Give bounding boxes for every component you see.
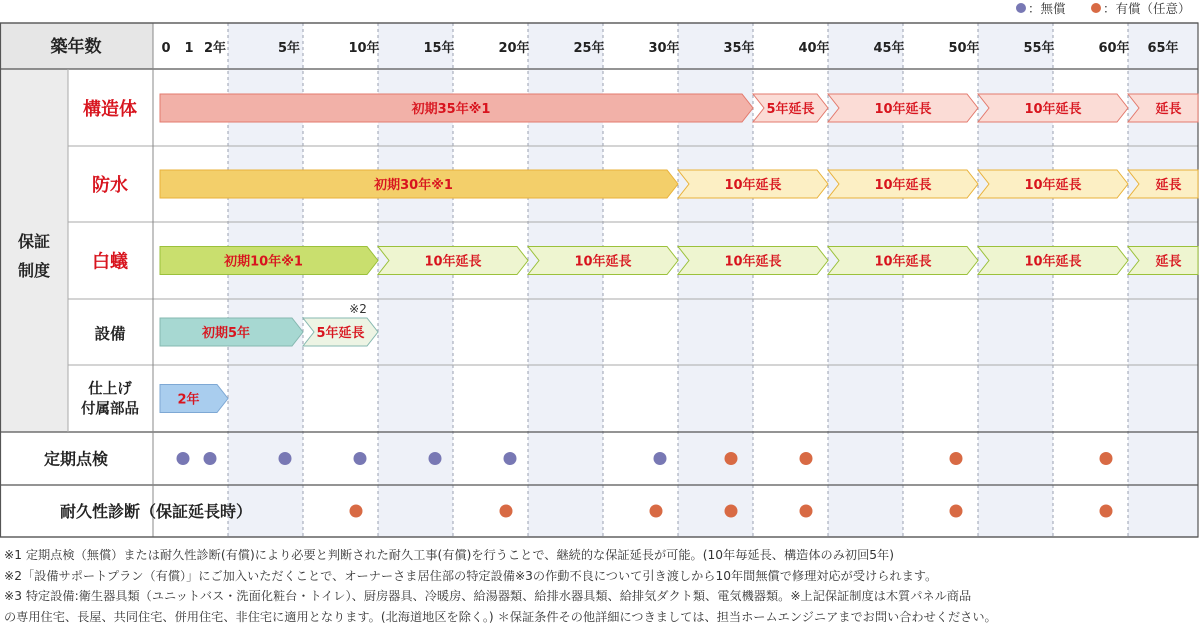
year-tick-label: 15年 [423,41,455,56]
segment-label: 初期5年 [201,326,251,341]
equipment-note-mark: ※2 [349,302,367,316]
paid-diagnosis-dot [350,505,363,518]
paid-diagnosis-dot [650,505,663,518]
year-tick-label: 2年 [203,41,227,56]
year-tick-label: 55年 [1023,41,1055,56]
year-tick-label: 20年 [498,41,530,56]
year-tick-label: 5年 [277,41,301,56]
year-tick-label: 45年 [873,41,905,56]
paid-diagnosis-dot [500,505,513,518]
year-tick-label: 30年 [648,41,680,56]
segment-label: 10年延長 [874,102,932,117]
header-label: 築年数 [50,37,102,57]
paid-inspection-dot [800,452,813,465]
legend-free-label: ：無償 [1028,1,1066,16]
free-inspection-dot [279,452,292,465]
year-tick-label: 50年 [948,41,980,56]
paid-dot-icon [1091,3,1101,13]
paid-inspection-dot [725,452,738,465]
paid-inspection-dot [1100,452,1113,465]
segment-label: 5年延長 [766,102,815,117]
year-tick-label: 65年 [1147,41,1179,56]
footnotes [4,545,1198,627]
free-inspection-dot [204,452,217,465]
year-tick-label: 25年 [573,41,605,56]
segment-label: 10年延長 [874,178,932,193]
segment-label: 10年延長 [1024,254,1082,270]
segment-label: 10年延長 [424,254,482,270]
paid-diagnosis-dot [725,505,738,518]
row-label-line2: 付属部品 [81,401,139,418]
year-tick-label: 35年 [723,41,755,56]
row-label-line1: 仕上げ [88,381,132,398]
row-label: 白蟻 [92,251,128,273]
inspection-label: 定期点検 [43,449,109,469]
paid-diagnosis-dot [800,505,813,518]
section-label-line2: 制度 [17,261,51,280]
segment-label: 10年延長 [724,254,782,270]
paid-diagnosis-dot [950,505,963,518]
row-label: 構造体 [83,99,137,120]
free-dot-icon [1016,3,1026,13]
segment-label: 延長 [1155,178,1182,193]
footnote-2: ※2「設備サポートプラン（有償）」にご加入いただくことで、オーナーさま居住部の特定設備※3の作動不良について引き渡しから10年間無償で修理対応が受けられます。 [4,568,938,583]
free-inspection-dot [654,452,667,465]
year-tick-label: 60年 [1098,41,1130,56]
segment-label: 10年延長 [874,254,932,270]
segment-label: 初期10年※1 [224,254,303,270]
free-inspection-dot [177,452,190,465]
year-tick-label: 1 [184,41,194,56]
segment-label: 延長 [1155,254,1182,270]
row-label: 設備 [94,325,126,343]
footnote-4: の専用住宅、長屋、共同住宅、併用住宅、非住宅に適用となります。(北海道地区を除く。) ＊保証条件その他詳細につきましては、担当ホームエンジニアまでお問い合わせください。 [4,609,997,624]
paid-inspection-dot [950,452,963,465]
free-inspection-dot [504,452,517,465]
year-tick-label: 0 [161,41,171,56]
segment-label: 10年延長 [724,178,782,193]
diagnosis-label: 耐久性診断（保証延長時） [59,502,253,521]
segment-label: 5年延長 [316,326,365,341]
footnote-3: ※3 特定設備:衛生器具類（ユニットバス・洗面化粧台・トイレ）、厨房器具、冷暖房、給湯器類、給排水器具類、給排気ダクト類、電気機器類。※上記保証制度は木質パネル商品 [4,589,972,603]
segment-label: 10年延長 [1024,178,1082,193]
segment-label: 10年延長 [574,254,632,270]
free-inspection-dot [354,452,367,465]
row-label: 防水 [92,175,128,196]
segment-label: 2年 [177,392,200,408]
segment-label: 初期35年※1 [411,102,491,117]
segment-label: 10年延長 [1024,102,1082,117]
legend-paid-label: ：有償（任意） [1103,1,1191,16]
segment-label: 初期30年※1 [374,178,453,193]
paid-diagnosis-dot [1100,505,1113,518]
year-tick-label: 10年 [348,41,380,56]
segment-label: 延長 [1155,102,1182,117]
free-inspection-dot [429,452,442,465]
section-label-line1: 保証 [17,232,51,251]
footnote-1: ※1 定期点検（無償）または耐久性診断(有償)により必要と判断された耐久工事(有償)を行うことで、継続的な保証延長が可能。(10年毎延長、構造体のみ初回5年) [4,548,894,562]
year-tick-label: 40年 [798,41,830,56]
